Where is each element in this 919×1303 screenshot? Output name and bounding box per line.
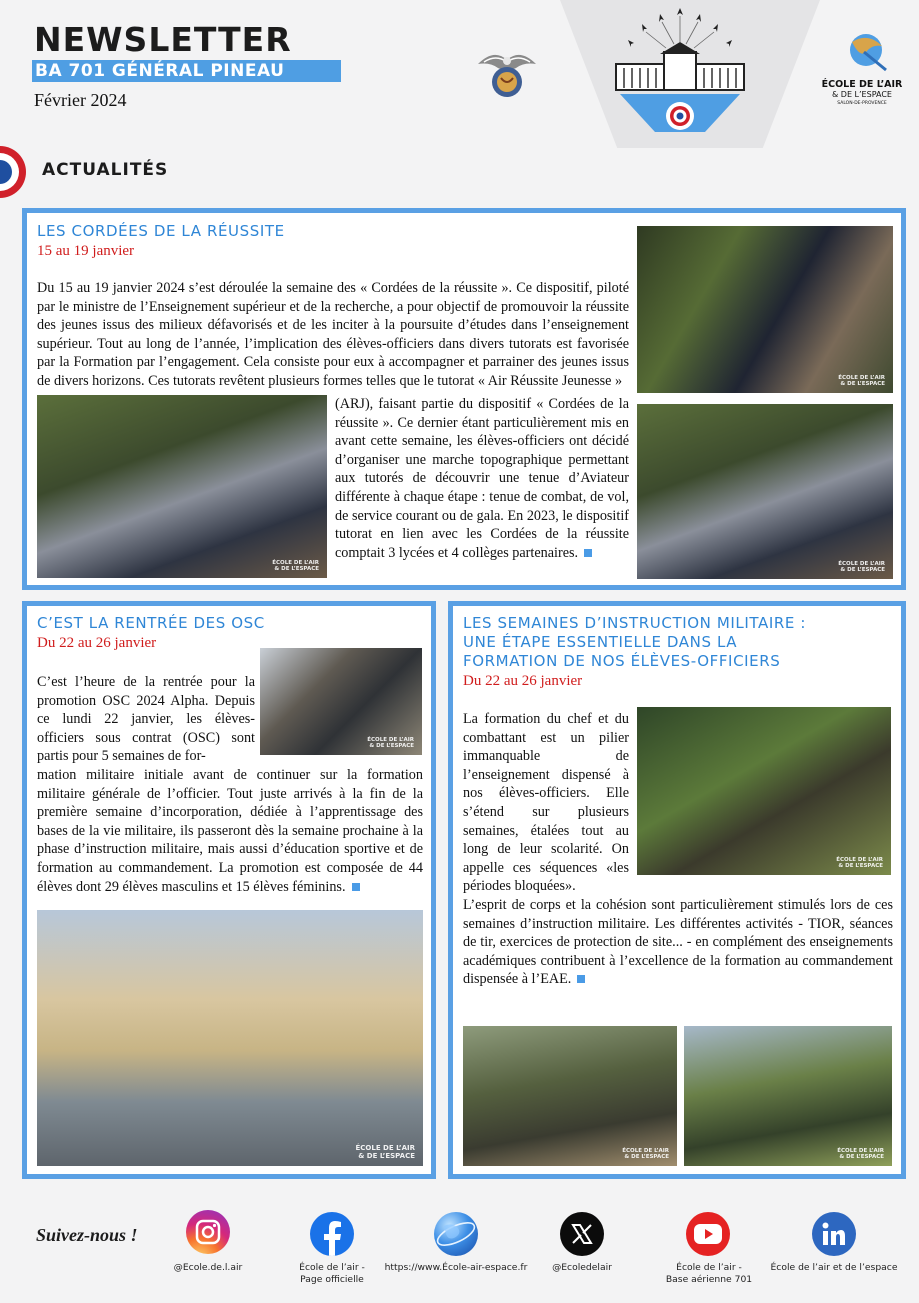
social-label xyxy=(276,1262,388,1286)
social-instagram[interactable] xyxy=(186,1210,230,1254)
photo-squad-running xyxy=(463,1026,677,1166)
eae-logo xyxy=(812,30,912,120)
base-emblem-icon xyxy=(610,4,750,138)
watermark-line1: ÉCOLE DE L’AIR xyxy=(836,857,883,863)
social-label-line2: Base aérienne 701 xyxy=(665,1274,753,1285)
article-date: 15 au 19 janvier xyxy=(37,243,135,259)
youtube-icon[interactable] xyxy=(686,1212,730,1256)
roundel-icon xyxy=(0,142,30,202)
social-label-line2: Page officielle xyxy=(300,1274,364,1285)
article-paragraph-2 xyxy=(463,896,893,989)
eae-logo-line2: & DE L’ESPACE xyxy=(832,90,892,99)
newsletter-date: Février 2024 xyxy=(34,90,127,110)
instagram-icon[interactable] xyxy=(186,1210,230,1254)
social-label-line1: École de l’air - xyxy=(299,1262,365,1273)
watermark-line1: ÉCOLE DE L’AIR xyxy=(367,737,414,743)
follow-us-label: Suivez-nous ! xyxy=(36,1225,138,1245)
article-instruction-militaire xyxy=(448,601,906,1179)
article-paragraph-2-text: mation militaire initiale avant de continuer sur la formation militaire générale de l’officier. Tout juste arrivés à la fin de la première semaine d’incorporation, dédiée à l’apprentissage des bases de la vie militaire, ils passeront dès la semaine prochaine à la phase d’instruction militaire, mais aussi d’éducation sportive et de formation au commandement. La promotion est composée de 44 élèves dont 29 élèves masculins et 15 élèves féminins. xyxy=(37,767,423,895)
article-title: LES CORDÉES DE LA RÉUSSITE xyxy=(37,222,285,240)
social-label[interactable]: https://www.École-air-espace.fr xyxy=(384,1262,528,1273)
eae-logo-line3: SALON-DE-PROVENCE xyxy=(837,101,887,106)
social-label xyxy=(650,1262,768,1286)
photo-combat-training xyxy=(637,707,891,875)
article-paragraph: C’est l’heure de la rentrée pour la promotion OSC 2024 Alpha. Depuis ce lundi 22 janvier, les élèves-officiers sous contrat (OSC) sont partis pour 5 semaines de for- xyxy=(37,674,255,765)
watermark-line1: ÉCOLE DE L’AIR xyxy=(838,561,885,567)
watermark-line2: & DE L’ESPACE xyxy=(839,1154,884,1160)
photo-field-exercise xyxy=(684,1026,892,1166)
article-paragraph: La formation du chef et du combattant est un pilier immanquable de l’enseignement dispensé à nos élèves-officiers. Elle s’étend sur plusieurs semaines, étalées tout au long de leur scolarité. On appelle ces séquences «les périodes bloquées». xyxy=(463,711,629,895)
article-osc xyxy=(22,601,436,1179)
watermark-line2: & DE L’ESPACE xyxy=(838,863,883,869)
article-title-line2: UNE ÉTAPE ESSENTIELLE DANS LA xyxy=(463,633,738,651)
watermark-line2: & DE L’ESPACE xyxy=(840,567,885,573)
end-square-icon xyxy=(584,549,592,557)
eae-logo-line1: ÉCOLE DE L’AIR xyxy=(821,79,903,90)
watermark-line2: & DE L’ESPACE xyxy=(840,381,885,387)
social-label: @Ecoledelair xyxy=(552,1262,612,1273)
eae-bird-icon xyxy=(812,30,912,74)
watermark-line2: & DE L’ESPACE xyxy=(274,566,319,572)
article-title-line1: LES SEMAINES D’INSTRUCTION MILITAIRE : xyxy=(463,614,806,632)
watermark-line1: ÉCOLE DE L’AIR xyxy=(355,1144,415,1152)
linkedin-icon[interactable] xyxy=(812,1212,856,1256)
photo-students-talking xyxy=(637,226,893,393)
photo-incorporation xyxy=(260,648,422,755)
social-label-line1: École de l’air - xyxy=(676,1262,742,1273)
watermark-line1: ÉCOLE DE L’AIR xyxy=(838,375,885,381)
x-icon[interactable] xyxy=(560,1212,604,1256)
watermark-line2: & DE L’ESPACE xyxy=(624,1154,669,1160)
article-title: C’EST LA RENTRÉE DES OSC xyxy=(37,614,265,632)
article-cordees xyxy=(22,208,906,590)
photo-map-reading xyxy=(637,404,893,579)
watermark-line1: ÉCOLE DE L’AIR xyxy=(272,560,319,566)
watermark-line2: & DE L’ESPACE xyxy=(369,743,414,749)
newsletter-subtitle: BA 701 GÉNÉRAL PINEAU xyxy=(32,60,341,82)
watermark-line2: & DE L’ESPACE xyxy=(358,1152,415,1160)
article-date: Du 22 au 26 janvier xyxy=(37,635,157,651)
watermark-line1: ÉCOLE DE L’AIR xyxy=(837,1148,884,1154)
article-paragraph-2 xyxy=(335,395,629,562)
article-paragraph-2 xyxy=(37,766,423,896)
watermark-line1: ÉCOLE DE L’AIR xyxy=(622,1148,669,1154)
section-title: ACTUALITÉS xyxy=(42,160,169,180)
photo-tutors-group xyxy=(37,395,327,578)
eagle-insignia-icon xyxy=(474,42,540,100)
social-label: @Ecole.de.l.air xyxy=(173,1262,243,1273)
article-date: Du 22 au 26 janvier xyxy=(463,673,583,689)
social-label: École de l’air et de l’espace xyxy=(770,1262,898,1273)
article-paragraph: Du 15 au 19 janvier 2024 s’est déroulée la semaine des « Cordées de la réussite ». Ce dispositif, piloté par le ministre de l’Enseignement supérieur et de la recherche, a pour objectif de promouvoir la réussite des jeunes issus des milieux défavorisés et de les inciter à la poursuite d’études dans l’enseignement supérieur. Tout au long de l’année, l’implication des élèves-officiers dans divers tutorats est favorisée par la Formation par l’engagement. Cela consiste pour eux à accompagner et parrainer des jeunes issus de divers horizons. Ces tutorats revêtent plusieurs formes telles que le tutorat « Air Réussite Jeunesse » xyxy=(37,280,629,389)
photo-formation-march xyxy=(37,910,423,1166)
newsletter-title: NEWSLETTER xyxy=(34,20,292,59)
globe-icon[interactable] xyxy=(434,1212,478,1256)
article-title-line3: FORMATION DE NOS ÉLÈVES-OFFICIERS xyxy=(463,652,781,670)
article-paragraph-2-text: (ARJ), faisant partie du dispositif « Cordées de la réussite ». Ce dernier étant particulièrement mis en avant cette semaine, les élèves-officiers ont décidé d’organiser une marche topographique permettant aux tutorés de découvrir une tenue d’Aviateur différente à chaque étape : tenue de combat, de vol, de service courant ou de gala. En 2023, le dispositif tutorat en lien avec les Cordées de la réussite comptait 3 lycées et 4 collèges partenaires. xyxy=(335,396,629,561)
end-square-icon xyxy=(577,975,585,983)
end-square-icon xyxy=(352,883,360,891)
article-paragraph-2-text: L’esprit de corps et la cohésion sont particulièrement stimulés lors de ces semaines d’instruction militaire. Les différentes activités - TIOR, séances de tir, exercices de protection de site... - en complément des enseignements académiques contribuent à l’excellence de la formation au commandement dispensée à l’EAE. xyxy=(463,897,893,988)
facebook-icon[interactable] xyxy=(310,1212,354,1256)
